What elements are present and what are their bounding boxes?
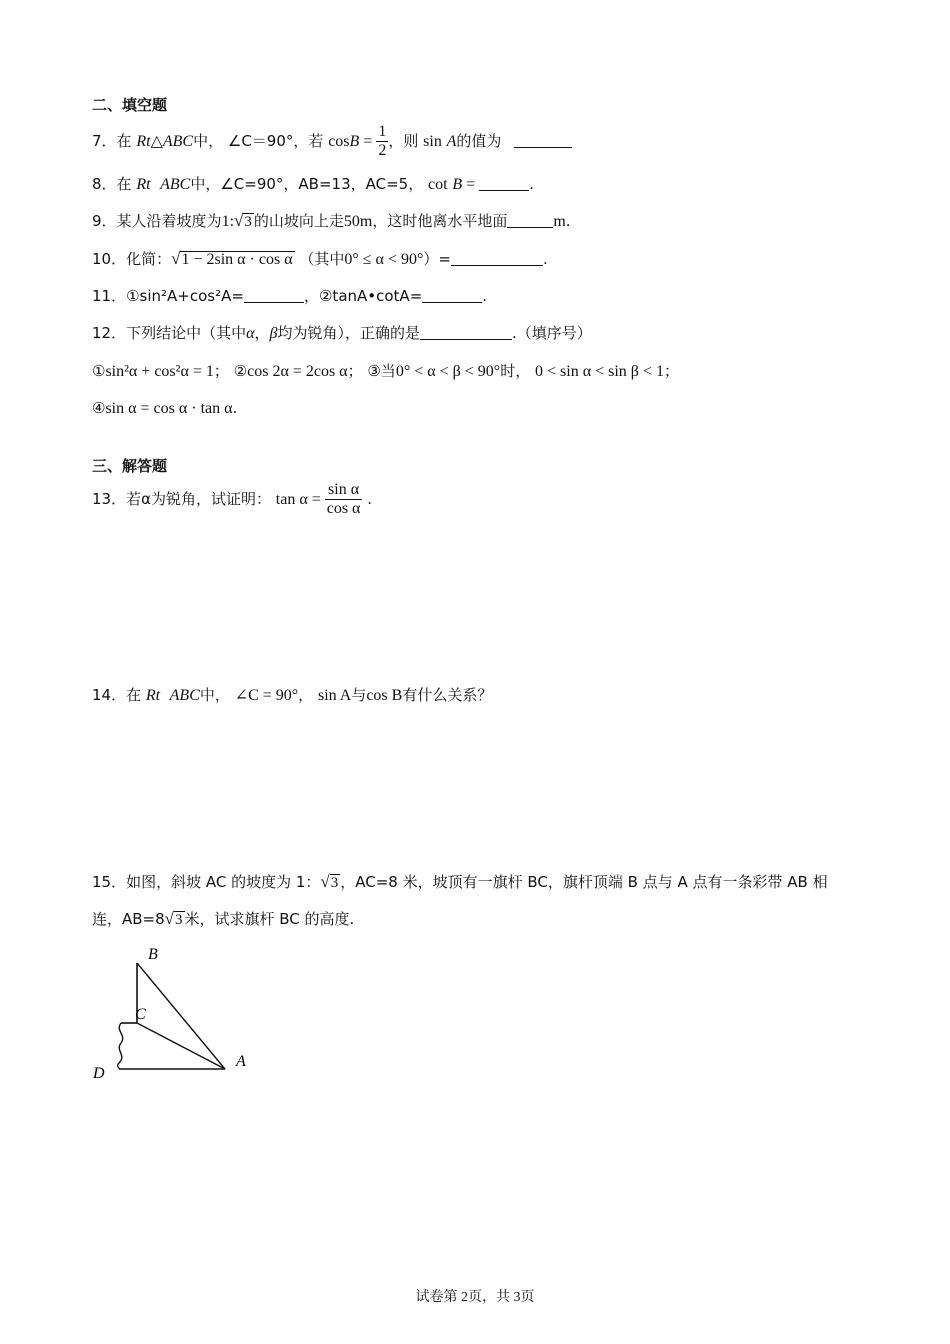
question-10: 10．化简：√1 − 2sin α · cos α （其中0° ≤ α < 90°）= . <box>92 249 548 268</box>
question-11: 11．①sin²A+cos²A= ，②tanA•cotA= . <box>92 287 488 305</box>
page-footer: 试卷第 2页，共 3页 <box>415 1290 535 1305</box>
question-number: 9． <box>92 212 117 230</box>
label-a: A <box>236 1053 246 1070</box>
question-number: 14． <box>92 686 127 704</box>
question-number: 7． <box>92 132 117 150</box>
question-number: 11． <box>92 287 127 305</box>
fraction-sin-over-cos: $\frac{\text{sin α}}{\text{cos α}}$ <box>326 481 361 517</box>
question-8: 8．在 Rt ABC中，∠C=90°，AB=13，AC=5， cot B = . <box>92 175 534 193</box>
label-c: C <box>135 1006 146 1023</box>
answer-blank <box>514 133 572 148</box>
section-heading-fill: 二、填空题 <box>92 96 168 114</box>
answer-blank <box>420 325 512 340</box>
answer-blank <box>451 251 543 266</box>
question-14: 14．在 Rt ABC中， ∠C = 90°， sin A与cos B有什么关系？ <box>92 686 493 704</box>
question-12-options-line-2: ④sin α = cos α · tan α. <box>92 399 238 417</box>
question-number: 13． <box>92 490 127 508</box>
question-12: 12．下列结论中（其中α，β均为锐角），正确的是 .（填序号） <box>92 324 592 342</box>
answer-blank <box>422 288 482 303</box>
question-12-options-line-1: ①sin²α + cos²α = 1； ②cos 2α = 2cos α； ③当0° < α < β < 90°时， 0 < sin α < sin β < 1； <box>92 362 679 380</box>
ribbon-ab-line <box>137 963 225 1069</box>
slope-flagpole-figure <box>85 935 265 1085</box>
question-number: 15． <box>92 873 127 891</box>
question-number: 12． <box>92 324 127 342</box>
section-heading-answer: 三、解答题 <box>92 457 168 475</box>
question-15-line-2: 连，AB=8√3 米，试求旗杆 BC 的高度. <box>92 909 355 928</box>
question-9: 9．某人沿着坡度为1:√3 的山坡向上走50m，这时他离水平地面 m. <box>92 211 571 230</box>
label-b: B <box>148 946 158 963</box>
fraction-one-half: $\frac{1}{2}$ <box>378 123 387 159</box>
answer-blank <box>479 176 529 191</box>
question-number: 10． <box>92 250 127 268</box>
answer-blank <box>244 288 304 303</box>
label-d: D <box>93 1065 105 1082</box>
slope-ac-line <box>137 1023 225 1069</box>
question-13: 13．若α为锐角，试证明： tan α = $\frac{\text{sin α}}{\text{cos α}}$ . <box>92 481 372 517</box>
wavy-slope-line <box>118 1023 123 1069</box>
question-number: 8． <box>92 175 117 193</box>
answer-blank <box>507 213 553 228</box>
question-7: 7．在 Rt△ABC中， ∠C＝90°，若 cosB = $\frac{1}{2}$ ，则 sin A的值为 <box>92 123 572 160</box>
question-15-line-1: 15．如图，斜坡 AC 的坡度为 1：√3 ，AC=8 米，坡顶有一旗杆 BC，旗杆顶端 B 点与 A 点有一条彩带 AB 相 <box>92 872 828 891</box>
